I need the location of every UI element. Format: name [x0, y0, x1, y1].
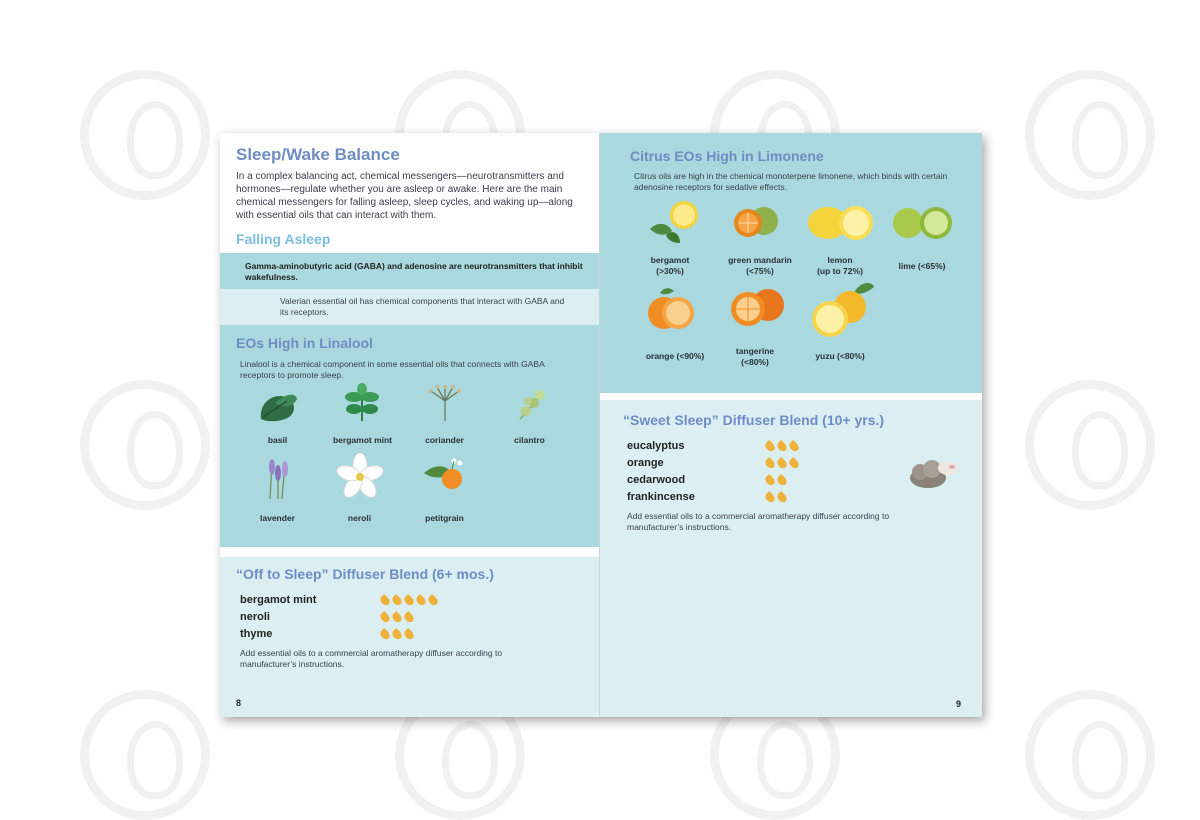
fruit-label: lemon [827, 255, 853, 265]
oil-drop-icon [426, 594, 439, 607]
valerian-text: Valerian essential oil has chemical components that interact with GABA and its receptors. [280, 296, 565, 317]
fruit-label: green mandarin [728, 255, 792, 265]
oil-drop-icon [763, 457, 776, 470]
page-title: Sleep/Wake Balance [236, 145, 400, 164]
blend-note: Add essential oils to a commercial aromatherapy diffuser according to manufacturer’s instructions. [627, 511, 890, 532]
yuzu-icon [806, 279, 876, 339]
lavender-icon [260, 457, 290, 501]
blend-oil-name: neroli [240, 611, 270, 623]
left-page [220, 133, 599, 717]
plant-label: bergamot mint [332, 435, 393, 445]
book-spread [220, 133, 982, 717]
drop-count [765, 491, 787, 504]
page-number: 8 [236, 698, 242, 708]
cilantro-icon [512, 387, 552, 423]
blend-oil-name: orange [627, 457, 664, 469]
citrus-heading: Citrus EOs High in Limonene [630, 148, 824, 164]
oil-drop-icon [775, 457, 788, 470]
bergamot-mint-icon [342, 383, 382, 423]
oil-drop-icon [378, 611, 391, 624]
lemon-icon [806, 203, 876, 243]
oil-drop-icon [378, 628, 391, 641]
divider [220, 547, 599, 557]
orange-icon [646, 287, 698, 333]
oil-drop-icon [763, 474, 776, 487]
blend-oil-name: eucalyptus [627, 440, 685, 452]
drop-count [380, 594, 438, 607]
linalool-text: Linalool is a chemical component in some essential oils that connects with GABA receptors to promote sleep. [240, 359, 545, 380]
oil-drop-icon [763, 491, 776, 504]
oil-drop-icon [390, 594, 403, 607]
fruit-label: yuzu (<80%) [815, 351, 865, 361]
off-to-sleep-panel [220, 557, 599, 717]
oil-drop-icon [402, 628, 415, 641]
oil-drop-icon [390, 628, 403, 641]
blend-oil-name: bergamot mint [240, 594, 317, 606]
drop-count [380, 611, 414, 624]
linalool-heading: EOs High in Linalool [236, 335, 373, 351]
sweet-sleep-title: “Sweet Sleep” Diffuser Blend (10+ yrs.) [623, 412, 885, 428]
plant-label: basil [267, 435, 288, 445]
oil-drop-icon [787, 457, 800, 470]
fruit-label: orange (<90%) [645, 351, 705, 361]
fruit-label: tangerine [735, 346, 775, 356]
fruit-percent: (>30%) [656, 266, 684, 276]
gaba-text: Gamma-aminobutyric acid (GABA) and adenosine are neurotransmitters that inhibit wakefulness. [245, 261, 583, 282]
basil-icon [257, 389, 299, 423]
blend-oil-name: cedarwood [627, 474, 686, 486]
plant-label: cilantro [514, 435, 545, 445]
blend-note: Add essential oils to a commercial aromatherapy diffuser according to manufacturer’s instructions. [240, 648, 503, 669]
oil-drop-icon [390, 611, 403, 624]
oil-drop-icon [775, 440, 788, 453]
oil-drop-icon [787, 440, 800, 453]
oil-drop-icon [414, 594, 427, 607]
intro-text: In a complex balancing act, chemical messengers—neurotransmitters and hormones—regulate whether you are asleep or awake. Here are the main chemical messengers for falling asleep, sleep cycles, and waking up—along with essential oils that can interact with them. [236, 171, 573, 221]
citrus-text: Citrus oils are high in the chemical monoterpene limonene, which binds with certain adenosine receptors for sedative effects. [634, 171, 948, 192]
divider [600, 393, 982, 400]
gaba-band [220, 253, 599, 289]
oil-drop-icon [402, 594, 415, 607]
fruit-percent: (<75%) [746, 266, 774, 276]
falling-asleep-heading: Falling Asleep [236, 231, 331, 247]
drop-count [765, 440, 799, 453]
valerian-band [220, 289, 599, 325]
page-number: 9 [956, 699, 962, 709]
tangerine-icon [726, 285, 786, 329]
coriander-icon [425, 385, 465, 423]
blend-oil-name: thyme [240, 628, 273, 640]
right-page [600, 133, 982, 717]
lime-icon [890, 207, 958, 241]
neroli-icon [336, 453, 384, 501]
oil-drop-icon [378, 594, 391, 607]
oil-drop-icon [775, 474, 788, 487]
green-mandarin-icon [732, 205, 780, 239]
blend-oil-name: frankincense [627, 491, 695, 503]
fruit-percent: (<80%) [741, 357, 769, 367]
plant-label: neroli [347, 513, 372, 523]
plant-label: coriander [425, 435, 464, 445]
plant-label: lavender [260, 513, 295, 523]
petitgrain-icon [422, 455, 468, 495]
fruit-percent: (up to 72%) [817, 266, 863, 276]
drop-count [380, 628, 414, 641]
oil-drop-icon [775, 491, 788, 504]
fruit-label: bergamot [650, 255, 690, 265]
oil-drop-icon [763, 440, 776, 453]
off-to-sleep-title: “Off to Sleep” Diffuser Blend (6+ mos.) [236, 566, 494, 582]
plant-label: petitgrain [425, 513, 464, 523]
drop-count [765, 474, 787, 487]
sweet-sleep-panel [600, 400, 982, 717]
drop-count [765, 457, 799, 470]
oil-drop-icon [402, 611, 415, 624]
fruit-label: lime (<65%) [898, 261, 946, 271]
bergamot-icon [646, 199, 702, 247]
sleeping-sheep-icon [906, 456, 962, 490]
